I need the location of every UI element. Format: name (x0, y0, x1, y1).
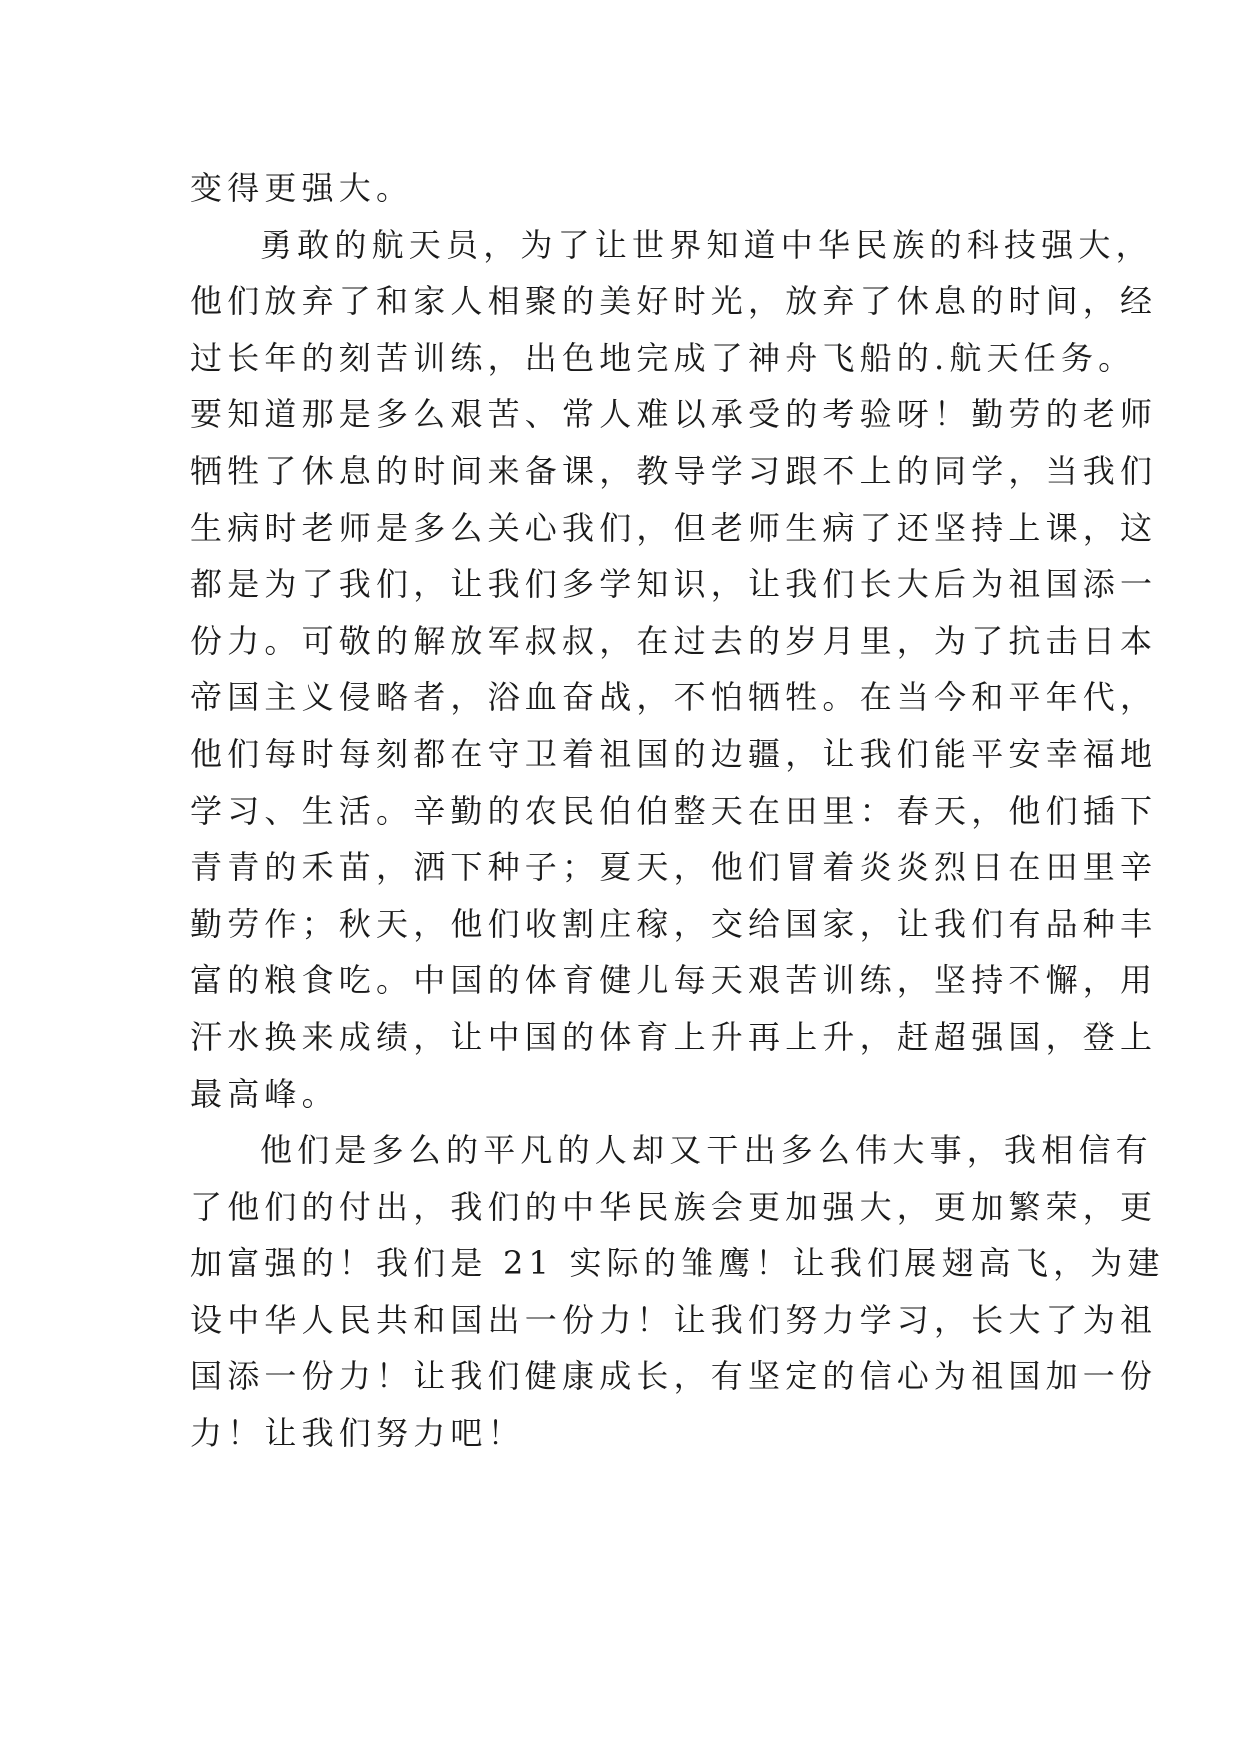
text-line: 汗水换来成绩，让中国的体育上升再上升，赶超强国，登上 (190, 1017, 1158, 1056)
text-line: 份力。可敬的解放军叔叔，在过去的岁月里，为了抗击日本 (190, 621, 1158, 660)
text-line: 了他们的付出，我们的中华民族会更加强大，更加繁荣，更 (190, 1187, 1158, 1226)
text-line: 国添一份力！让我们健康成长，有坚定的信心为祖国加一份 (190, 1357, 1158, 1396)
text-line: 富的粮食吃。中国的体育健儿每天艰苦训练，坚持不懈，用 (190, 961, 1158, 1000)
text-line: 学习、生活。辛勤的农民伯伯整天在田里：春天，他们插下 (190, 791, 1158, 830)
text-line: 力！让我们努力吧！ (190, 1414, 525, 1453)
text-line: 勇敢的航天员，为了让世界知道中华民族的科技强大， (260, 225, 1153, 264)
text-line: 帝国主义侵略者，浴血奋战，不怕牺牲。在当今和平年代， (190, 678, 1158, 717)
text-line: 加富强的！我们是 21 实际的雏鹰！让我们展翅高飞，为建 (190, 1244, 1165, 1283)
text-line: 他们是多么的平凡的人却又干出多么伟大事，我相信有 (260, 1131, 1153, 1170)
text-line: 勤劳作；秋天，他们收割庄稼，交给国家，让我们有品种丰 (190, 904, 1158, 943)
text-line: 青青的禾苗，洒下种子；夏天，他们冒着炎炎烈日在田里辛 (190, 848, 1158, 887)
text-line: 生病时老师是多么关心我们，但老师生病了还坚持上课，这 (190, 508, 1158, 547)
text-line: 牺牲了休息的时间来备课，教导学习跟不上的同学，当我们 (190, 451, 1158, 490)
text-line: 过长年的刻苦训练，出色地完成了神舟飞船的.航天任务。 (190, 338, 1136, 377)
text-line: 最高峰。 (190, 1074, 339, 1113)
text-line: 要知道那是多么艰苦、常人难以承受的考验呀！勤劳的老师 (190, 395, 1158, 434)
text-line: 都是为了我们，让我们多学知识，让我们长大后为祖国添一 (190, 565, 1158, 604)
text-line: 他们每时每刻都在守卫着祖国的边疆，让我们能平安幸福地 (190, 734, 1158, 773)
text-line: 设中华人民共和国出一份力！让我们努力学习，长大了为祖 (190, 1300, 1158, 1339)
document-body (190, 160, 1165, 1462)
text-line: 变得更强大。 (190, 169, 414, 207)
text-line: 他们放弃了和家人相聚的美好时光，放弃了休息的时间，经 (190, 282, 1158, 321)
